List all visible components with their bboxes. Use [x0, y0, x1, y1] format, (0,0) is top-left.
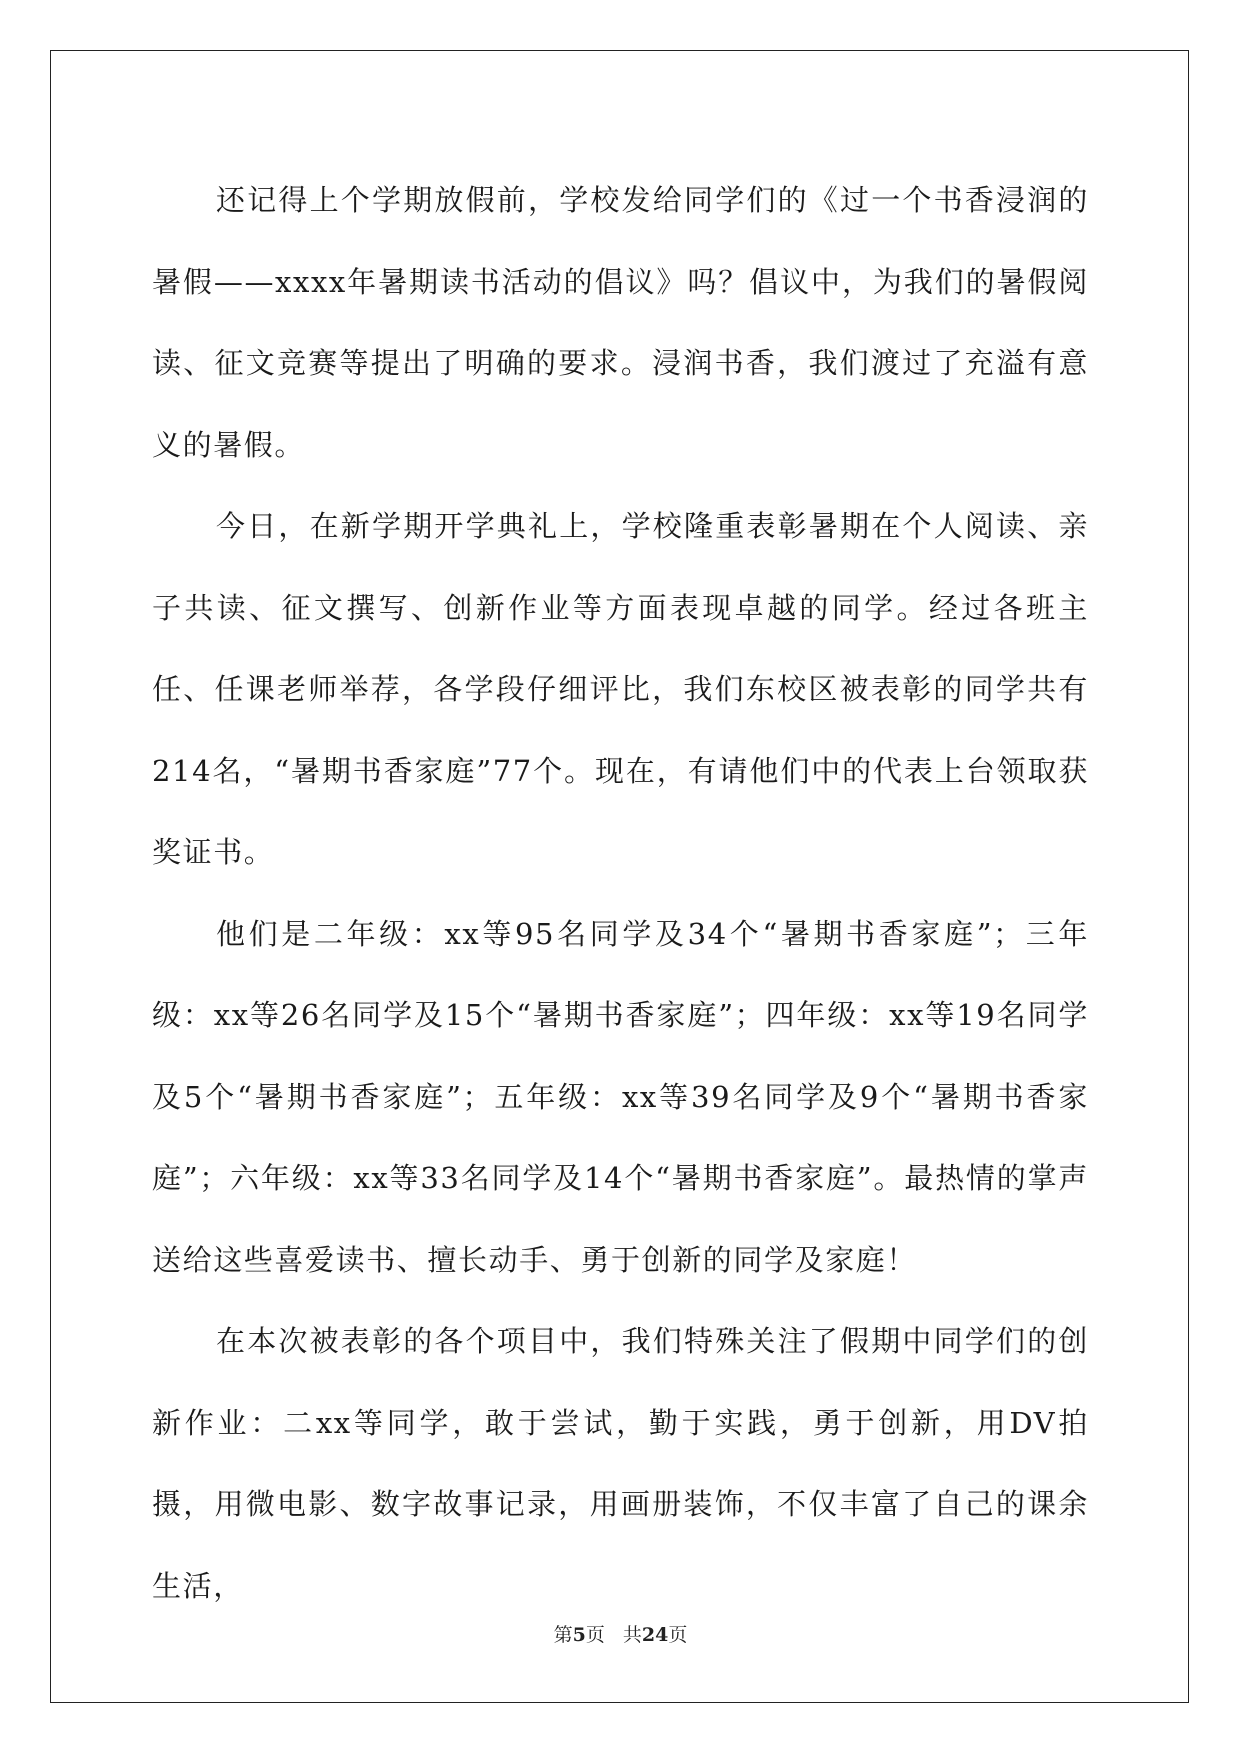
page-footer	[0, 1620, 1241, 1647]
paragraph-4: 在本次被表彰的各个项目中，我们特殊关注了假期中同学们的创新作业：二xx等同学，敢于尝试，勤于实践，勇于创新，用DV拍摄，用微电影、数字故事记录，用画册装饰，不仅丰富了自己的课余生活，	[152, 1324, 1089, 1603]
total-prefix: 共	[622, 1624, 642, 1646]
page-suffix: 页	[585, 1624, 605, 1646]
document-body	[152, 160, 1089, 1627]
page-number: 5	[572, 1624, 586, 1646]
paragraph-3: 他们是二年级：xx等95名同学及34个“暑期书香家庭”；三年级：xx等26名同学及15个“暑期书香家庭”；四年级：xx等19名同学及5个“暑期书香家庭”；五年级：xx等39名同学及9个“暑期书香家庭”；六年级：xx等33名同学及14个“暑期书香家庭”。最热情的掌声送给这些喜爱读书、擅长动手、勇于创新的同学及家庭！	[152, 916, 1089, 1277]
paragraph-1: 还记得上个学期放假前，学校发给同学们的《过一个书香浸润的暑假——xxxx年暑期读书活动的倡议》吗？倡议中，为我们的暑假阅读、征文竞赛等提出了明确的要求。浸润书香，我们渡过了充溢有意义的暑假。	[152, 183, 1089, 462]
total-pages: 24	[641, 1624, 669, 1646]
total-suffix: 页	[668, 1624, 688, 1646]
paragraph-2: 今日，在新学期开学典礼上，学校隆重表彰暑期在个人阅读、亲子共读、征文撰写、创新作业等方面表现卓越的同学。经过各班主任、任课老师举荐，各学段仔细评比，我们东校区被表彰的同学共有214名，“暑期书香家庭”77个。现在，有请他们中的代表上台领取获奖证书。	[152, 509, 1089, 869]
page-prefix: 第	[553, 1624, 573, 1646]
